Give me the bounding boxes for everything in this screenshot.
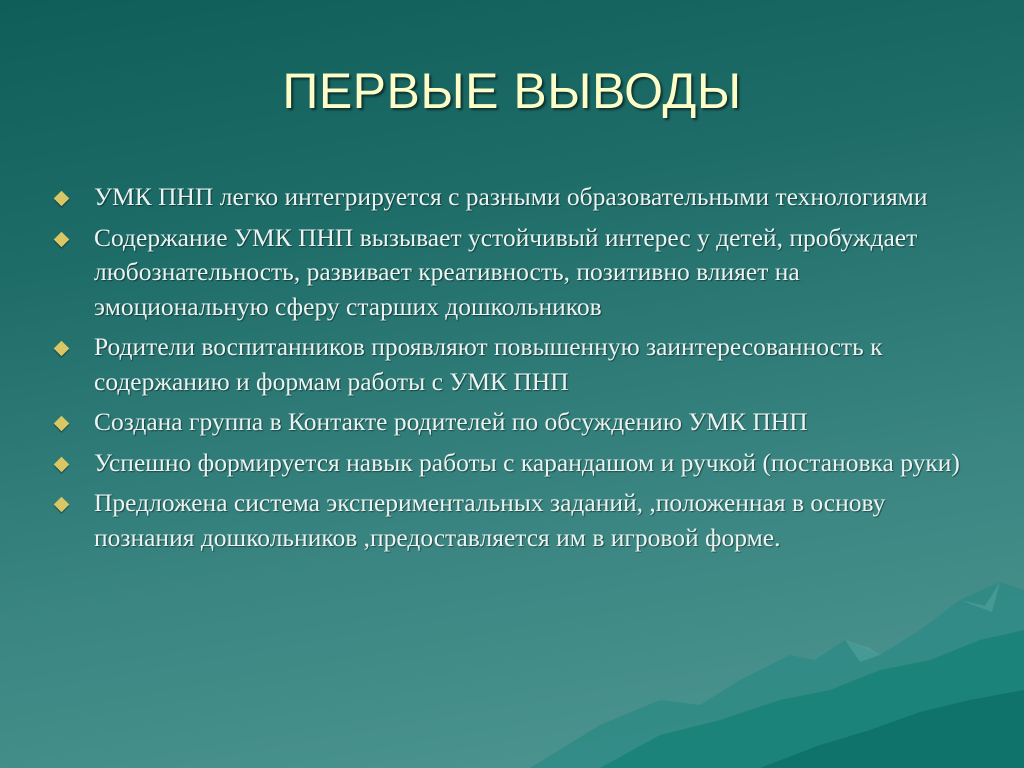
diamond-bullet-icon <box>54 231 70 247</box>
bullet-text: Родители воспитанников проявляют повышенную заинтересованность к содержанию и формам работы с УМК ПНП <box>94 332 883 396</box>
bullet-text: Содержание УМК ПНП вызывает устойчивый интерес у детей, пробуждает любознательность, развивает креативность, позитивно влияет на эмоциональную сферу старших дошкольников <box>94 222 918 321</box>
bullet-list <box>56 180 976 561</box>
slide-title: ПЕРВЫЕ ВЫВОДЫ <box>282 63 742 119</box>
diamond-bullet-icon <box>54 191 70 207</box>
bullet-text: УМК ПНП легко интегрируется с разными образовательными технологиями <box>94 182 928 211</box>
bullet-text: Предложена система экспериментальных заданий, ,положенная в основу познания дошкольников ,предоставляется им в игровой форме. <box>94 488 886 552</box>
diamond-bullet-icon <box>54 416 70 432</box>
diamond-bullet-icon <box>54 456 70 472</box>
diamond-bullet-icon <box>54 497 70 513</box>
bullet-text: Создана группа в Контакте родителей по обсуждению УМК ПНП <box>94 407 808 436</box>
bullet-item <box>56 330 976 399</box>
bullet-item <box>56 446 976 481</box>
bullet-item <box>56 180 976 215</box>
bullet-item <box>56 405 976 440</box>
diamond-bullet-icon <box>54 341 70 357</box>
bullet-text: Успешно формируется навык работы с карандашом и ручкой (постановка руки) <box>94 447 960 477</box>
bullet-item <box>56 486 976 555</box>
bullet-item <box>56 221 976 325</box>
